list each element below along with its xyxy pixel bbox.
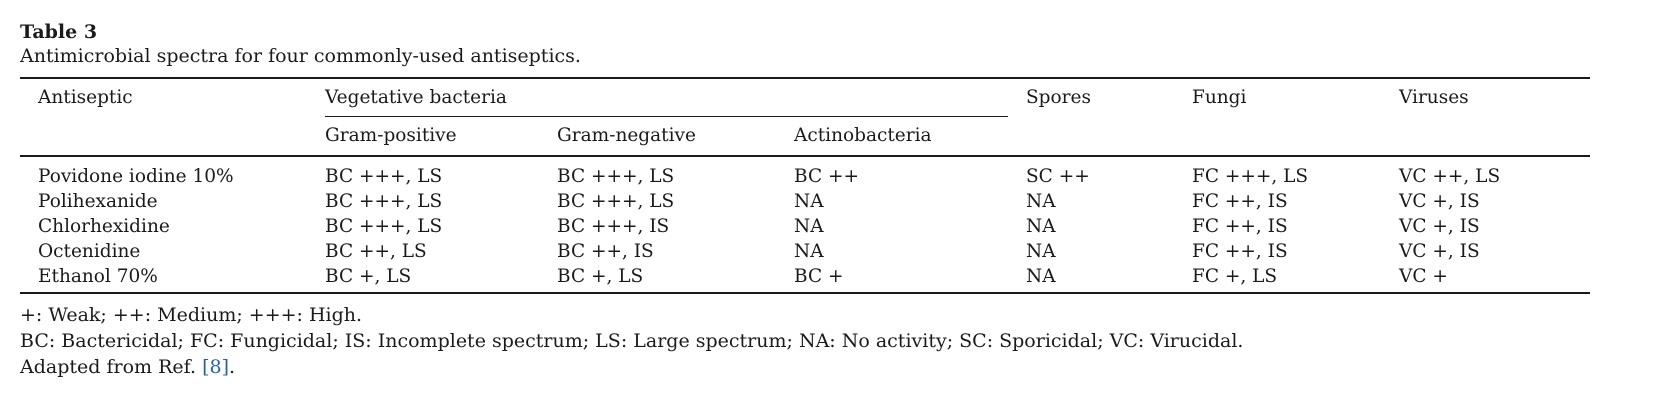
- cell-antiseptic: Octenidine: [38, 241, 141, 262]
- cell-gram-positive: BC +++, LS: [325, 166, 443, 187]
- footnote-adapted-prefix: Adapted from Ref.: [20, 356, 203, 378]
- table-wrapper: [20, 20, 1610, 380]
- table-row: [20, 239, 1590, 264]
- cell-gram-negative: BC +++, IS: [557, 216, 670, 237]
- cell-spores: NA: [1026, 216, 1056, 237]
- cell-gram-negative: BC +++, LS: [557, 166, 675, 187]
- header-gram-positive: Gram-positive: [307, 117, 539, 156]
- table-footnotes: [20, 302, 1610, 380]
- cell-spores: NA: [1026, 241, 1056, 262]
- antiseptic-spectra-table: [20, 77, 1590, 294]
- cell-antiseptic: Polihexanide: [38, 191, 158, 212]
- cell-gram-negative: BC +++, LS: [557, 191, 675, 212]
- header-actinobacteria: Actinobacteria: [776, 117, 1008, 156]
- cell-actinobacteria: NA: [794, 241, 824, 262]
- cell-fungi: FC ++, IS: [1192, 191, 1288, 212]
- table-row: [20, 156, 1590, 189]
- header-empty-fungi: [1174, 117, 1381, 156]
- cell-fungi: FC ++, IS: [1192, 241, 1288, 262]
- cell-fungi: FC +++, LS: [1192, 166, 1309, 187]
- cell-antiseptic: Chlorhexidine: [38, 216, 170, 237]
- footnote-adapted: [20, 354, 1610, 380]
- table-caption: Antimicrobial spectra for four commonly-used antiseptics.: [20, 45, 581, 67]
- reference-link[interactable]: [8]: [202, 356, 229, 378]
- cell-viruses: VC +, IS: [1399, 241, 1480, 262]
- header-empty-antiseptic: [20, 117, 307, 156]
- header-fungi: Fungi: [1174, 78, 1381, 117]
- cell-actinobacteria: NA: [794, 191, 824, 212]
- header-row-sub: [20, 117, 1590, 156]
- cell-viruses: VC ++, LS: [1399, 166, 1501, 187]
- cell-fungi: FC ++, IS: [1192, 216, 1288, 237]
- cell-spores: NA: [1008, 264, 1174, 293]
- header-empty-spores: [1008, 117, 1174, 156]
- table-label: Table 3: [20, 21, 98, 43]
- cell-actinobacteria: NA: [794, 216, 824, 237]
- cell-antiseptic: Povidone iodine 10%: [38, 166, 234, 187]
- footnote-adapted-suffix: .: [228, 356, 236, 378]
- header-empty-viruses: [1381, 117, 1590, 156]
- cell-viruses: VC +, IS: [1399, 191, 1480, 212]
- cell-viruses: VC +: [1381, 264, 1590, 293]
- header-spores: Spores: [1008, 78, 1174, 117]
- header-gram-negative: Gram-negative: [539, 117, 776, 156]
- footnote-scale: +: Weak; ++: Medium; +++: High.: [20, 304, 363, 326]
- cell-gram-positive: BC ++, LS: [325, 241, 427, 262]
- cell-fungi: FC +, LS: [1174, 264, 1381, 293]
- cell-spores: SC ++: [1026, 166, 1090, 187]
- table-row: [20, 189, 1590, 214]
- cell-gram-negative: BC ++, IS: [557, 241, 654, 262]
- cell-spores: NA: [1026, 191, 1056, 212]
- table-row: [20, 264, 1590, 293]
- cell-antiseptic: Ethanol 70%: [20, 264, 307, 293]
- group-rule: [325, 116, 1008, 117]
- header-antiseptic: Antiseptic: [20, 78, 307, 117]
- cell-gram-negative: BC +, LS: [539, 264, 776, 293]
- header-viruses: Viruses: [1381, 78, 1590, 117]
- cell-actinobacteria: BC +: [776, 264, 1008, 293]
- cell-gram-positive: BC +++, LS: [325, 216, 443, 237]
- header-row-top: [20, 78, 1590, 117]
- header-vegetative-bacteria: [307, 78, 1008, 117]
- header-vegetative-bacteria-label: Vegetative bacteria: [325, 87, 507, 108]
- footnote-abbreviations: BC: Bactericidal; FC: Fungicidal; IS: Incomplete spectrum; LS: Large spectrum; NA: No activity; SC: Sporicidal; VC: Virucidal.: [20, 330, 1244, 352]
- table-row: [20, 214, 1590, 239]
- cell-gram-positive: BC +, LS: [307, 264, 539, 293]
- cell-actinobacteria: BC ++: [794, 166, 859, 187]
- cell-gram-positive: BC +++, LS: [325, 191, 443, 212]
- cell-viruses: VC +, IS: [1399, 216, 1480, 237]
